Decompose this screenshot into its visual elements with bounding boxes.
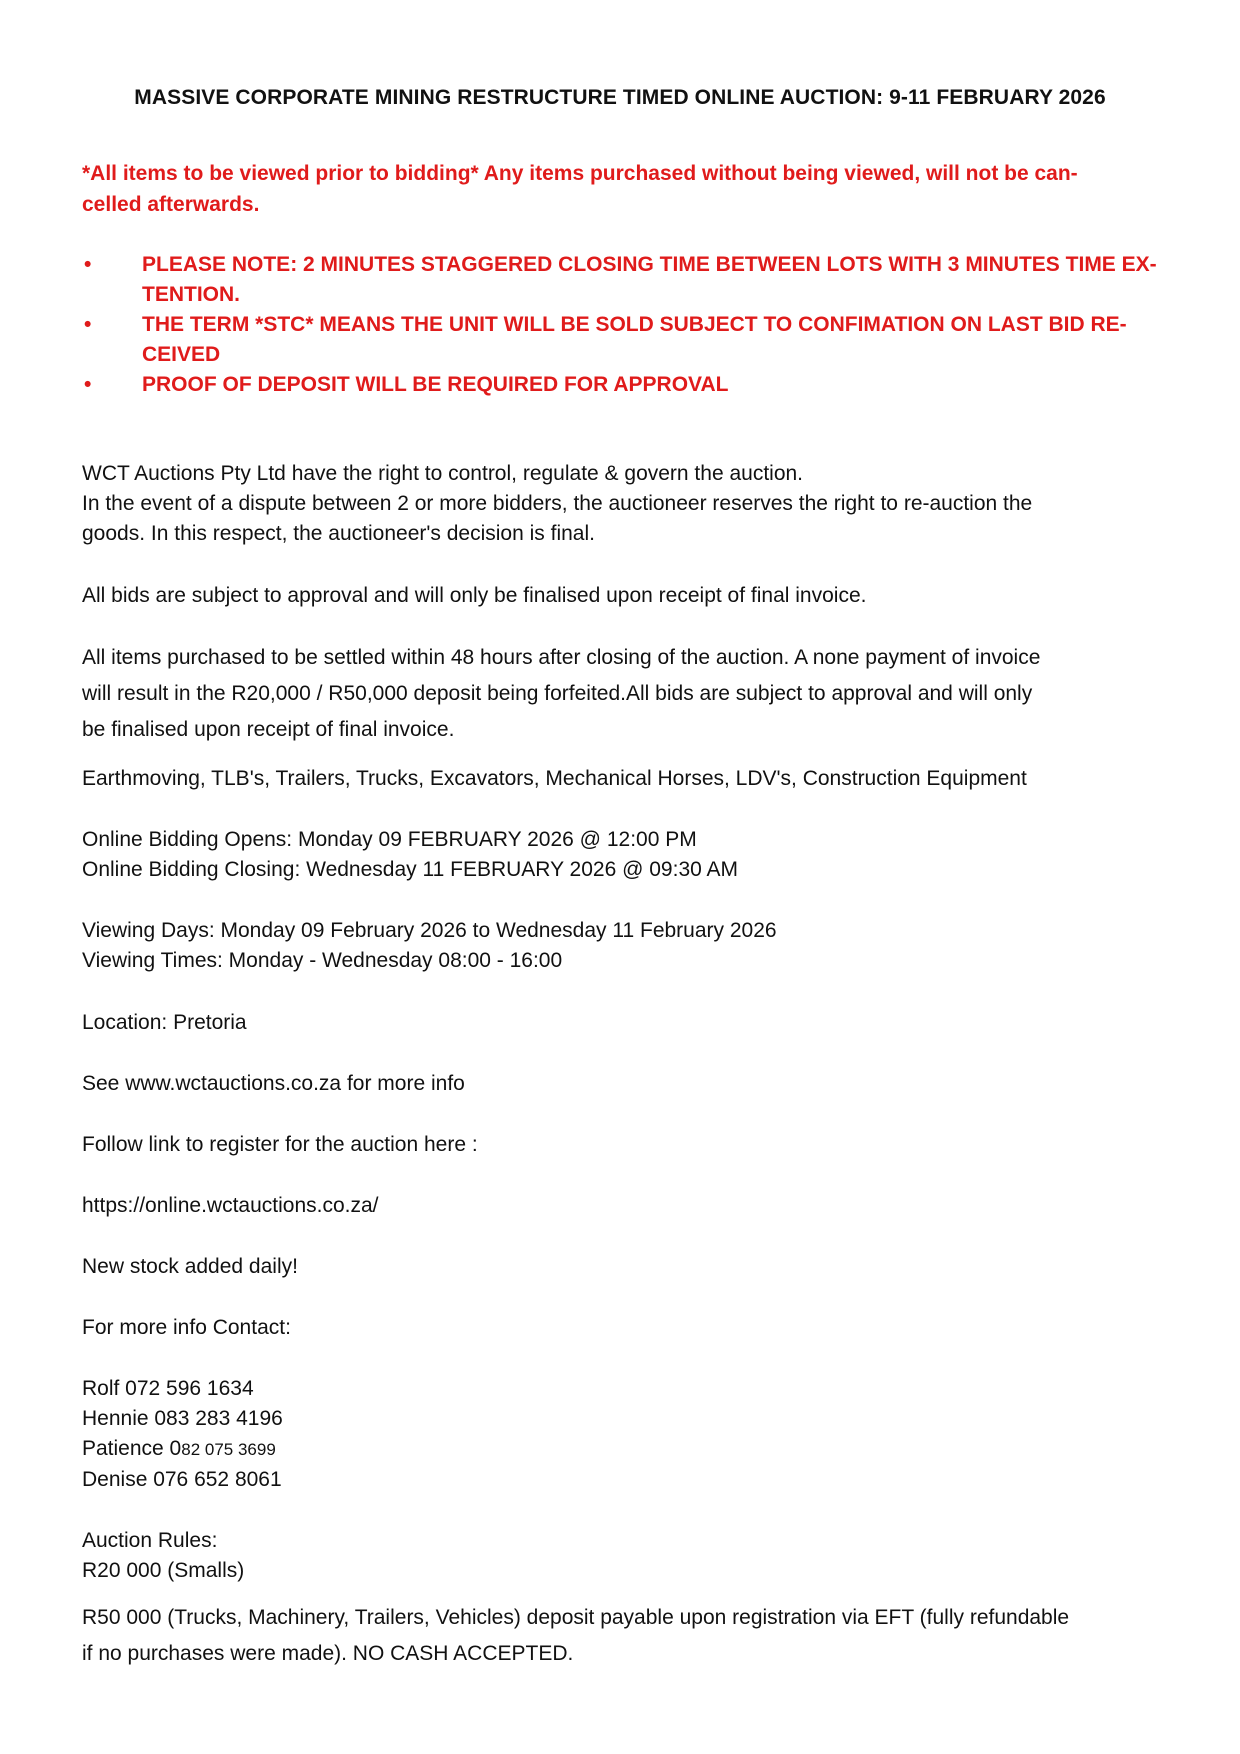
bullet-icon: • [84,253,92,276]
location: Location: Pretoria [82,1011,247,1034]
rights-line: In the event of a dispute between 2 or more bidders, the auctioneer reserves the right to re-auction the [82,492,1033,515]
rules-smalls: R20 000 (Smalls) [82,1559,245,1582]
bidding-closing: Online Bidding Closing: Wednesday 11 FEBRUARY 2026 @ 09:30 AM [82,858,738,881]
bullet-icon: • [84,313,92,336]
list-item [82,250,1162,310]
viewing-times: Viewing Times: Monday - Wednesday 08:00 - 16:00 [82,949,563,972]
list-item [82,370,1162,400]
contact-patience [82,1434,1182,1465]
contact-patience-name: Patience 0 [82,1437,182,1460]
register-text: Follow link to register for the auction here : [82,1133,478,1156]
deposit-line: if no purchases were made). NO CASH ACCEPTED. [82,1642,574,1665]
settlement-line: will result in the R20,000 / R50,000 deposit being forfeited.All bids are subject to approval and will only [82,682,1033,705]
warning-line-2: celled afterwards. [82,193,260,216]
viewing-warning [82,158,1142,220]
contact-denise: Denise 076 652 8061 [82,1468,282,1491]
bullet-text: CEIVED [142,343,221,366]
viewing-schedule [82,916,1182,976]
settlement-line: be finalised upon receipt of final invoice. [82,718,455,741]
rights-paragraph [82,459,1182,549]
rights-line: WCT Auctions Pty Ltd have the right to control, regulate & govern the auction. [82,462,804,485]
auction-rules [82,1526,1182,1586]
contact-heading: For more info Contact: [82,1316,291,1339]
contact-hennie: Hennie 083 283 4196 [82,1407,283,1430]
equipment-categories: Earthmoving, TLB's, Trailers, Trucks, Excavators, Mechanical Horses, LDV's, Construction Equipment [82,767,1027,790]
deposit-rules [82,1600,1182,1672]
bullet-icon: • [84,373,92,396]
bullet-text: PROOF OF DEPOSIT WILL BE REQUIRED FOR APPROVAL [142,373,729,396]
deposit-line: R50 000 (Trucks, Machinery, Trailers, Vehicles) deposit payable upon registration via EFT (fully refundable [82,1606,1070,1629]
more-info-text: See www.wctauctions.co.za for more info [82,1072,465,1095]
contact-rolf: Rolf 072 596 1634 [82,1377,254,1400]
bidding-opens: Online Bidding Opens: Monday 09 FEBRUARY 2026 @ 12:00 PM [82,828,697,851]
bidding-schedule [82,825,1182,885]
bullet-text: THE TERM *STC* MEANS THE UNIT WILL BE SOLD SUBJECT TO CONFIMATION ON LAST BID RE- [142,313,1127,336]
notice-list [82,250,1162,400]
settlement-paragraph [82,640,1182,748]
register-link[interactable]: https://online.wctauctions.co.za/ [82,1194,379,1217]
rules-heading: Auction Rules: [82,1529,218,1552]
viewing-days: Viewing Days: Monday 09 February 2026 to Wednesday 11 February 2026 [82,919,777,942]
new-stock-text: New stock added daily! [82,1255,298,1278]
bullet-text: PLEASE NOTE: 2 MINUTES STAGGERED CLOSING TIME BETWEEN LOTS WITH 3 MINUTES TIME EX- [142,253,1157,276]
settlement-line: All items purchased to be settled within 48 hours after closing of the auction. A none payment of invoice [82,646,1041,669]
bullet-text: TENTION. [142,283,240,306]
warning-line-1: *All items to be viewed prior to bidding* Any items purchased without being viewed, will not be can- [82,162,1078,185]
contact-list [82,1374,1182,1495]
contact-patience-number: 82 075 3699 [181,1440,276,1459]
approval-paragraph: All bids are subject to approval and will only be finalised upon receipt of final invoice. [82,584,867,607]
rights-line: goods. In this respect, the auctioneer's decision is final. [82,522,595,545]
page-title: MASSIVE CORPORATE MINING RESTRUCTURE TIMED ONLINE AUCTION: 9-11 FEBRUARY 2026 [134,86,1106,109]
list-item [82,310,1162,370]
